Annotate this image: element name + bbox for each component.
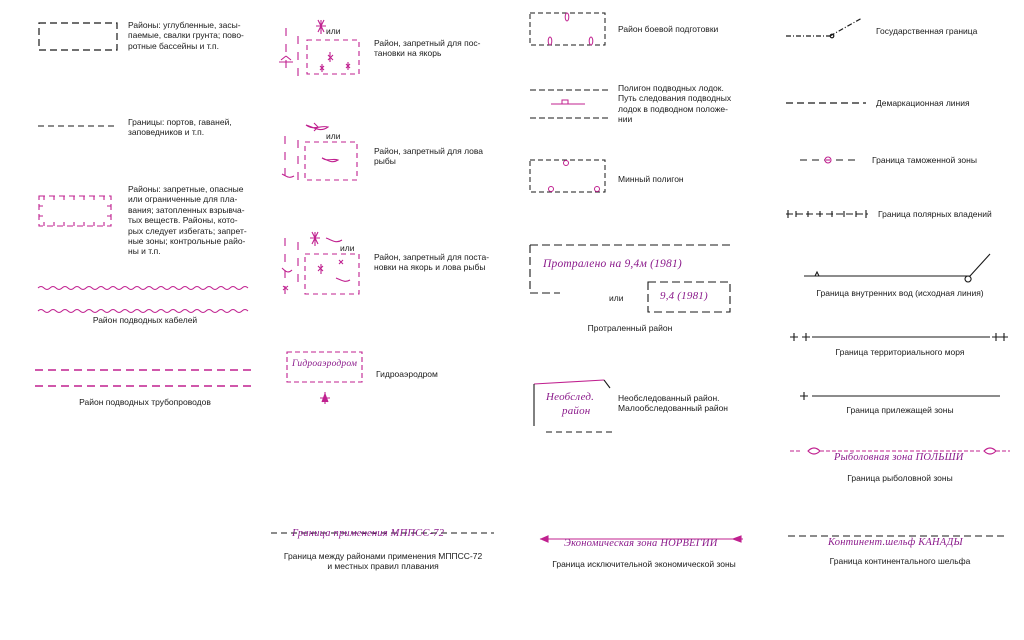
or-label-2: или bbox=[326, 131, 341, 141]
unsurveyed-label: Необследованный район. Малообследованный район bbox=[618, 393, 729, 414]
customs-limit-label: Граница таможенной зоны bbox=[872, 155, 977, 165]
port-limits-label: Границы: портов, гаваней, заповедников и т.п. bbox=[128, 117, 232, 138]
or-label-3: или bbox=[340, 243, 355, 253]
no-anchoring-label: Район, запретный для пос- тановки на якорь bbox=[374, 38, 481, 59]
fishery-symbol-text: Рыболовная зона ПОЛЬШИ bbox=[834, 452, 964, 463]
international-boundary-label: Государственная граница bbox=[876, 26, 978, 36]
no-fishing-label: Район, запретный для лова рыбы bbox=[374, 146, 484, 167]
mine-area-symbol bbox=[530, 160, 605, 192]
pipeline-area-label: Район подводных трубопроводов bbox=[79, 397, 211, 407]
demarcation-line-label: Демаркационная линия bbox=[876, 98, 970, 108]
restricted-area-symbol bbox=[39, 196, 111, 226]
customs-limit-symbol bbox=[800, 157, 858, 163]
shelf-symbol-text: Континент.шельф КАНАДЫ bbox=[828, 537, 963, 548]
no-anchoring-fishing-symbol bbox=[282, 232, 359, 294]
eez-label: Граница исключительной экономической зоны bbox=[552, 559, 736, 569]
eez-symbol-text: Экономическая зона НОРВЕГИИ bbox=[564, 538, 718, 549]
contiguous-zone-label: Граница прилежащей зоны bbox=[846, 405, 954, 415]
polar-limit-symbol bbox=[786, 210, 868, 218]
dredged-area-symbol bbox=[39, 23, 117, 50]
no-anchoring-fishing-label: Район, запретный для поста- новки на якорь и лова рыбы bbox=[374, 252, 490, 273]
swept-or-label: или bbox=[609, 293, 624, 303]
exercise-area-label: Район боевой подготовки bbox=[618, 24, 719, 34]
international-boundary-symbol bbox=[786, 18, 862, 38]
dredged-areas-label: Районы: углубленные, засы- паемые, свалки грунта; пово- ротные бассейны и т.п. bbox=[128, 20, 244, 51]
colregs-label: Граница между районами применения МППСС-72 и местных правил плавания bbox=[283, 551, 483, 572]
polar-limit-label: Граница полярных владений bbox=[878, 209, 992, 219]
unsurveyed-symbol-text-1: Необслед. bbox=[546, 391, 595, 403]
swept-area-label: Протраленный район bbox=[587, 323, 673, 333]
cable-area-label: Район подводных кабелей bbox=[92, 315, 198, 325]
continental-shelf-label: Граница континентального шельфа bbox=[829, 556, 971, 566]
territorial-sea-label: Граница территориального моря bbox=[835, 347, 965, 357]
fishery-limit-label: Граница рыболовной зоны bbox=[847, 473, 953, 483]
unsurveyed-symbol-text-2: район bbox=[562, 405, 591, 417]
seaplane-label: Гидроаэродром bbox=[376, 369, 438, 379]
baseline-symbol bbox=[804, 254, 990, 282]
pipeline-area-symbol bbox=[35, 370, 252, 386]
territorial-sea-symbol bbox=[790, 333, 1008, 341]
no-fishing-symbol bbox=[282, 123, 357, 180]
mine-area-label: Минный полигон bbox=[618, 174, 684, 184]
cable-area-symbol bbox=[38, 287, 248, 313]
exercise-area-symbol bbox=[530, 13, 605, 45]
submarine-label: Полигон подводных лодок. Путь следования подводных лодок в подводном положе- нии bbox=[618, 83, 732, 125]
contiguous-zone-symbol bbox=[800, 392, 1000, 400]
seaplane-symbol-text: Гидроаэродром bbox=[292, 359, 358, 369]
swept-symbol-text-2: 9,4 (1981) bbox=[660, 290, 708, 302]
submarine-exercise-symbol bbox=[530, 90, 610, 118]
or-label-1: или bbox=[326, 26, 341, 36]
colregs-symbol-text: Граница применения МППСС-72 bbox=[292, 528, 445, 539]
baseline-label: Граница внутренних вод (исходная линия) bbox=[816, 288, 984, 298]
swept-symbol-text-1: Протралено на 9,4м (1981) bbox=[543, 258, 682, 270]
no-anchoring-symbol bbox=[279, 20, 359, 76]
restricted-areas-label: Районы: запретные, опасные или ограниченные для пла- вания; затопленных взрывча- тых веществ. Районы, кото- рых следует избегать; запрет- ные зоны; контрольные райо- ны и т.п. bbox=[128, 184, 247, 257]
